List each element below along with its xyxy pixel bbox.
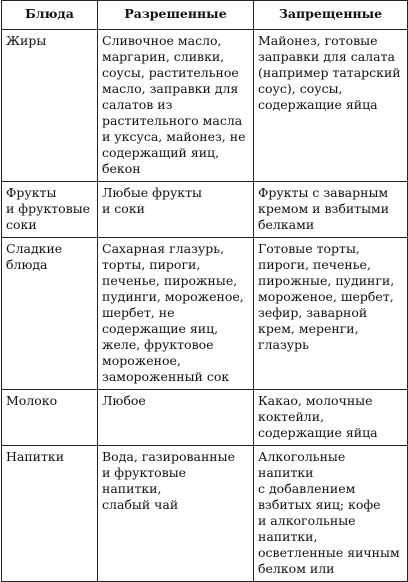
- table-row: [2, 182, 408, 238]
- header-allowed: Разрешенные: [98, 1, 254, 30]
- table-row: [2, 390, 408, 446]
- forbidden-cell: Майонез, готовые заправки для салата (например татарский соус), соусы, содержащие яйца: [254, 30, 408, 182]
- forbidden-cell: Алкогольные напитки с добавлением взбитых яиц; кофе и алкогольные напитки, осветленные яичным белком или: [254, 446, 408, 582]
- table-row: [2, 238, 408, 390]
- allowed-cell: Любые фрукты и соки: [98, 182, 254, 238]
- header-dishes: Блюда: [2, 1, 98, 30]
- allowed-cell: Сахарная глазурь, торты, пироги, печенье, пирожные, пудинги, мороженое, шербет, не содержащие яиц, желе, фруктовое мороженое, замороженный сок: [98, 238, 254, 390]
- dish-cell: Жиры: [2, 30, 98, 182]
- dish-cell: Молоко: [2, 390, 98, 446]
- forbidden-cell: Готовые торты, пироги, печенье, пирожные, пудинги, мороженое, шербет, зефир, заварной крем, меренги, глазурь: [254, 238, 408, 390]
- table-row: [2, 446, 408, 582]
- table-row: [2, 30, 408, 182]
- dish-cell: Фрукты и фруктовые соки: [2, 182, 98, 238]
- dish-cell: Напитки: [2, 446, 98, 582]
- allowed-cell: Вода, газированные и фруктовые напитки, слабый чай: [98, 446, 254, 582]
- forbidden-cell: Фрукты с заварным кремом и взбитыми белками: [254, 182, 408, 238]
- diet-table: [1, 0, 408, 582]
- header-forbidden: Запрещенные: [254, 1, 408, 30]
- allowed-cell: Любое: [98, 390, 254, 446]
- allowed-cell: Сливочное масло, маргарин, сливки, соусы, растительное масло, заправки для салатов из растительного масла и уксуса, майонез, не содержащий яиц, бекон: [98, 30, 254, 182]
- forbidden-cell: Какао, молочные коктейли, содержащие яйца: [254, 390, 408, 446]
- dish-cell: Сладкие блюда: [2, 238, 98, 390]
- table-header-row: [2, 1, 408, 30]
